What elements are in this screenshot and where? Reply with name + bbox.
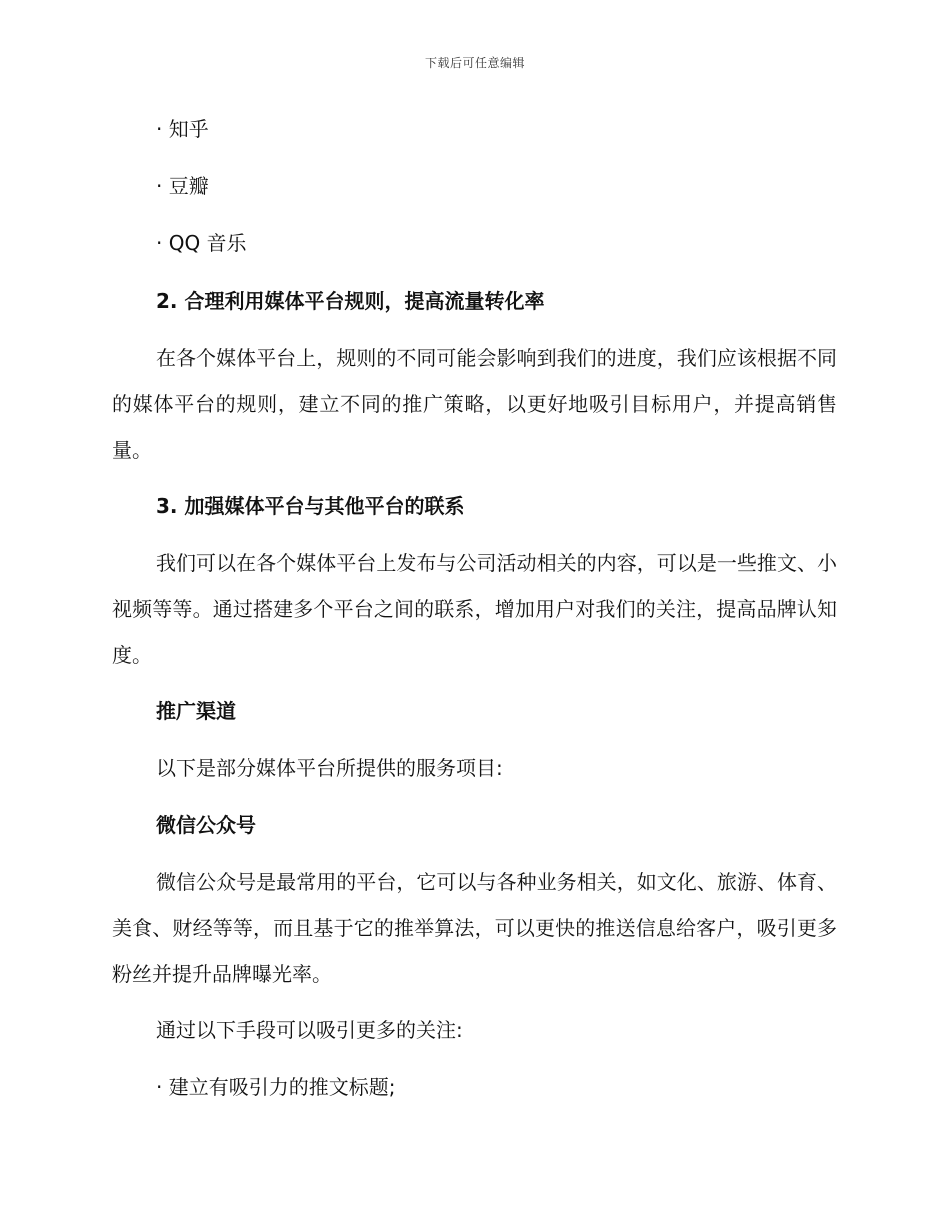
section-heading-platform-rules: 2. 合理利用媒体平台规则，提高流量转化率 [156, 289, 545, 313]
page-header-note: 下载后可任意编辑 [424, 56, 525, 70]
list-item-qq-music: · QQ 音乐 [156, 231, 247, 255]
section-heading-platform-links: 3. 加强媒体平台与其他平台的联系 [156, 494, 465, 518]
list-item-douban: · 豆瓣 [156, 174, 209, 198]
paragraph-channels-intro: 以下是部分媒体平台所提供的服务项目: [156, 756, 503, 780]
paragraph-platform-rules: 在各个媒体平台上，规则的不同可能会影响到我们的进度，我们应该根据不同的媒体平台的规则，建立不同的推广策略，以更好地吸引目标用户，并提高销售量。 [112, 346, 837, 462]
paragraph-platform-links: 我们可以在各个媒体平台上发布与公司活动相关的内容，可以是一些推文、小视频等等。通过搭建多个平台之间的联系，增加用户对我们的关注，提高品牌认知度。 [112, 551, 837, 667]
section-heading-channels: 推广渠道 [156, 699, 236, 723]
paragraph-attract-intro: 通过以下手段可以吸引更多的关注: [156, 1018, 463, 1042]
section-heading-wechat: 微信公众号 [156, 813, 256, 837]
paragraph-wechat: 微信公众号是最常用的平台，它可以与各种业务相关，如文化、旅游、体育、美食、财经等等，而且基于它的推举算法，可以更快的推送信息给客户，吸引更多粉丝并提升品牌曝光率。 [112, 870, 837, 986]
list-item-zhihu: · 知乎 [156, 117, 209, 141]
list-item-attractive-title: · 建立有吸引力的推文标题; [156, 1075, 396, 1099]
